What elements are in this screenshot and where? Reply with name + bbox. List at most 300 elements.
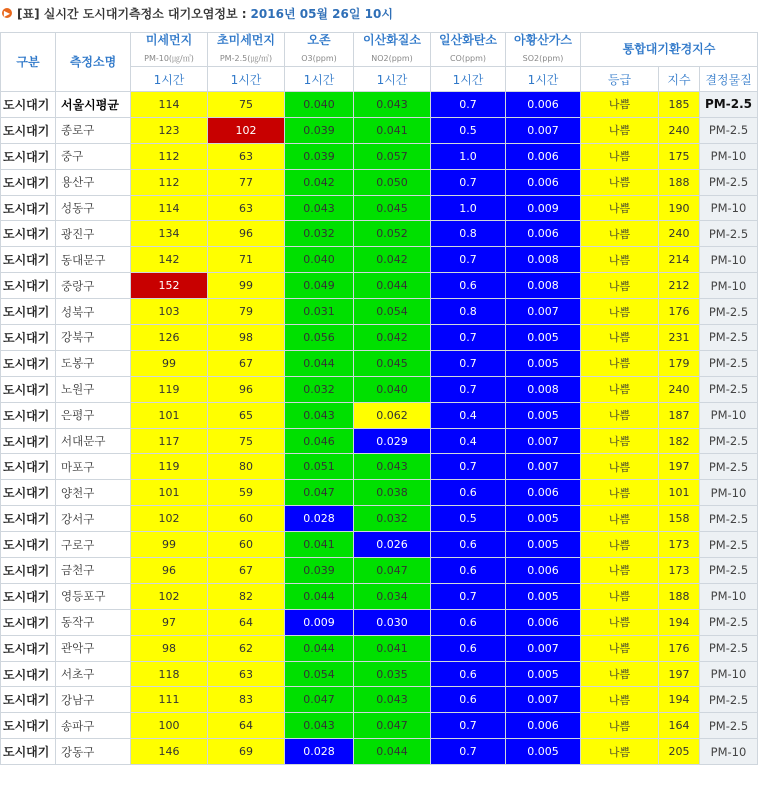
cell-index: 194 [659,687,700,713]
cell-o3: 0.009 [285,609,354,635]
cell-type: 도시대기 [1,713,56,739]
cell-pm25: 82 [208,583,285,609]
cell-o3: 0.039 [285,143,354,169]
cell-o3: 0.054 [285,661,354,687]
cell-pm25: 83 [208,687,285,713]
cell-pm25: 77 [208,169,285,195]
cell-co: 0.6 [431,609,506,635]
cell-grade: 나쁨 [581,195,659,221]
cell-determinant: PM-2.5 [700,376,758,402]
cell-co: 0.6 [431,480,506,506]
cell-determinant: PM-2.5 [700,117,758,143]
cell-no2: 0.026 [354,532,431,558]
cell-index: 188 [659,169,700,195]
cell-station: 구로구 [56,532,131,558]
table-row [1,713,758,739]
cell-determinant: PM-2.5 [700,609,758,635]
cell-pm25: 63 [208,661,285,687]
cell-no2: 0.047 [354,713,431,739]
cell-index: 158 [659,506,700,532]
cell-no2: 0.030 [354,609,431,635]
cell-station: 강서구 [56,506,131,532]
cell-pm25: 60 [208,532,285,558]
cell-co: 0.6 [431,273,506,299]
cell-station: 노원구 [56,376,131,402]
cell-co: 0.4 [431,402,506,428]
cell-o3: 0.039 [285,558,354,584]
cell-determinant: PM-10 [700,143,758,169]
title-prefix: [표] 실시간 도시대기측정소 대기오염정보 : [17,6,247,21]
header-period: 1시간 [506,67,581,92]
cell-grade: 나쁨 [581,532,659,558]
table-row [1,532,758,558]
cell-pm10: 114 [131,92,208,118]
table-row [1,506,758,532]
header-determinant: 결정물질 [700,67,758,92]
cell-type: 도시대기 [1,221,56,247]
cell-so2: 0.007 [506,635,581,661]
cell-grade: 나쁨 [581,713,659,739]
cell-type: 도시대기 [1,143,56,169]
cell-pm25: 60 [208,506,285,532]
cell-pm25: 62 [208,635,285,661]
table-row [1,739,758,765]
cell-so2: 0.008 [506,376,581,402]
cell-pm10: 99 [131,532,208,558]
cell-type: 도시대기 [1,661,56,687]
cell-type: 도시대기 [1,506,56,532]
cell-o3: 0.032 [285,376,354,402]
cell-index: 164 [659,713,700,739]
header-type: 구분 [1,33,56,92]
cell-co: 0.7 [431,92,506,118]
cell-co: 0.7 [431,169,506,195]
header-no2: 이산화질소 NO2(ppm) [354,33,431,67]
cell-station: 강남구 [56,687,131,713]
air-quality-table [0,32,758,765]
cell-station: 강북구 [56,325,131,351]
cell-grade: 나쁨 [581,480,659,506]
cell-pm10: 152 [131,273,208,299]
cell-station: 양천구 [56,480,131,506]
cell-station: 서초구 [56,661,131,687]
cell-type: 도시대기 [1,428,56,454]
table-row [1,635,758,661]
cell-no2: 0.038 [354,480,431,506]
cell-no2: 0.041 [354,117,431,143]
table-row [1,350,758,376]
cell-grade: 나쁨 [581,325,659,351]
cell-pm10: 98 [131,635,208,661]
cell-pm25: 63 [208,143,285,169]
cell-co: 0.8 [431,221,506,247]
cell-so2: 0.007 [506,454,581,480]
cell-pm10: 102 [131,506,208,532]
cell-pm10: 123 [131,117,208,143]
cell-o3: 0.041 [285,532,354,558]
header-period: 1시간 [285,67,354,92]
cell-determinant: PM-2.5 [700,325,758,351]
cell-co: 1.0 [431,195,506,221]
cell-no2: 0.040 [354,376,431,402]
cell-station: 송파구 [56,713,131,739]
cell-pm25: 59 [208,480,285,506]
cell-pm10: 111 [131,687,208,713]
cell-o3: 0.049 [285,273,354,299]
cell-index: 240 [659,376,700,402]
cell-type: 도시대기 [1,169,56,195]
cell-station: 종로구 [56,117,131,143]
cell-o3: 0.040 [285,92,354,118]
cell-determinant: PM-2.5 [700,350,758,376]
cell-no2: 0.042 [354,247,431,273]
cell-co: 0.7 [431,350,506,376]
cell-co: 1.0 [431,143,506,169]
cell-determinant: PM-2.5 [700,558,758,584]
cell-no2: 0.029 [354,428,431,454]
cell-no2: 0.042 [354,325,431,351]
table-row [1,325,758,351]
cell-index: 205 [659,739,700,765]
cell-grade: 나쁨 [581,687,659,713]
cell-station: 광진구 [56,221,131,247]
cell-determinant: PM-2.5 [700,169,758,195]
cell-station: 서대문구 [56,428,131,454]
cell-pm10: 117 [131,428,208,454]
cell-co: 0.5 [431,506,506,532]
cell-no2: 0.041 [354,635,431,661]
cell-no2: 0.035 [354,661,431,687]
header-grade: 등급 [581,67,659,92]
cell-type: 도시대기 [1,92,56,118]
cell-index: 179 [659,350,700,376]
cell-station: 도봉구 [56,350,131,376]
header-index: 지수 [659,67,700,92]
cell-station: 관악구 [56,635,131,661]
cell-so2: 0.008 [506,273,581,299]
cell-o3: 0.043 [285,402,354,428]
cell-determinant: PM-10 [700,739,758,765]
table-row [1,299,758,325]
cell-grade: 나쁨 [581,273,659,299]
table-row [1,117,758,143]
cell-pm10: 146 [131,739,208,765]
cell-pm10: 119 [131,454,208,480]
cell-determinant: PM-10 [700,247,758,273]
cell-co: 0.4 [431,428,506,454]
cell-co: 0.6 [431,558,506,584]
cell-o3: 0.044 [285,350,354,376]
cell-o3: 0.040 [285,247,354,273]
cell-pm10: 97 [131,609,208,635]
cell-pm25: 96 [208,376,285,402]
cell-o3: 0.031 [285,299,354,325]
cell-no2: 0.062 [354,402,431,428]
header-so2: 아황산가스 SO2(ppm) [506,33,581,67]
cell-index: 240 [659,221,700,247]
cell-no2: 0.034 [354,583,431,609]
cell-station: 금천구 [56,558,131,584]
cell-so2: 0.006 [506,558,581,584]
cell-so2: 0.005 [506,739,581,765]
cell-pm10: 142 [131,247,208,273]
cell-determinant: PM-2.5 [700,92,758,118]
cell-pm10: 126 [131,325,208,351]
cell-type: 도시대기 [1,299,56,325]
cell-type: 도시대기 [1,635,56,661]
table-row [1,583,758,609]
cell-o3: 0.028 [285,506,354,532]
cell-o3: 0.044 [285,635,354,661]
cell-so2: 0.007 [506,687,581,713]
cell-pm25: 64 [208,609,285,635]
cell-determinant: PM-2.5 [700,687,758,713]
cell-no2: 0.045 [354,195,431,221]
cell-type: 도시대기 [1,195,56,221]
cell-station: 중랑구 [56,273,131,299]
cell-index: 173 [659,532,700,558]
table-row [1,195,758,221]
table-row [1,687,758,713]
cell-no2: 0.044 [354,273,431,299]
cell-index: 214 [659,247,700,273]
cell-so2: 0.006 [506,221,581,247]
cell-determinant: PM-2.5 [700,221,758,247]
cell-station: 은평구 [56,402,131,428]
cell-co: 0.7 [431,247,506,273]
cell-grade: 나쁨 [581,635,659,661]
cell-pm10: 100 [131,713,208,739]
table-row [1,221,758,247]
cell-pm25: 102 [208,117,285,143]
cell-o3: 0.039 [285,117,354,143]
cell-pm10: 112 [131,169,208,195]
header-pm10: 미세먼지 PM-10(㎍/㎥) [131,33,208,67]
cell-pm25: 71 [208,247,285,273]
cell-index: 194 [659,609,700,635]
table-row [1,143,758,169]
cell-pm10: 112 [131,143,208,169]
cell-type: 도시대기 [1,454,56,480]
cell-type: 도시대기 [1,609,56,635]
cell-determinant: PM-2.5 [700,428,758,454]
cell-o3: 0.047 [285,480,354,506]
cell-o3: 0.051 [285,454,354,480]
table-row [1,247,758,273]
cell-grade: 나쁨 [581,143,659,169]
cell-pm25: 79 [208,299,285,325]
header-o3: 오존 O3(ppm) [285,33,354,67]
cell-co: 0.7 [431,583,506,609]
cell-o3: 0.032 [285,221,354,247]
cell-determinant: PM-10 [700,402,758,428]
cell-pm25: 75 [208,92,285,118]
cell-pm10: 101 [131,402,208,428]
cell-pm25: 75 [208,428,285,454]
cell-o3: 0.044 [285,583,354,609]
table-row [1,92,758,118]
cell-grade: 나쁨 [581,350,659,376]
cell-pm25: 67 [208,558,285,584]
cell-so2: 0.007 [506,299,581,325]
cell-co: 0.8 [431,299,506,325]
table-row [1,273,758,299]
cell-determinant: PM-10 [700,480,758,506]
cell-grade: 나쁨 [581,454,659,480]
cell-index: 190 [659,195,700,221]
table-row [1,558,758,584]
cell-pm10: 101 [131,480,208,506]
cell-grade: 나쁨 [581,583,659,609]
cell-so2: 0.005 [506,325,581,351]
cell-pm10: 119 [131,376,208,402]
cell-co: 0.6 [431,661,506,687]
cell-so2: 0.005 [506,350,581,376]
cell-station: 영등포구 [56,583,131,609]
cell-o3: 0.028 [285,739,354,765]
cell-index: 212 [659,273,700,299]
cell-determinant: PM-2.5 [700,299,758,325]
cell-type: 도시대기 [1,117,56,143]
cell-type: 도시대기 [1,558,56,584]
header-period: 1시간 [354,67,431,92]
cell-so2: 0.006 [506,169,581,195]
page-title [0,0,758,26]
cell-so2: 0.006 [506,609,581,635]
cell-co: 0.6 [431,687,506,713]
cell-type: 도시대기 [1,739,56,765]
cell-o3: 0.047 [285,687,354,713]
cell-index: 182 [659,428,700,454]
cell-grade: 나쁨 [581,299,659,325]
cell-index: 176 [659,299,700,325]
cell-co: 0.7 [431,325,506,351]
cell-determinant: PM-10 [700,583,758,609]
table-row [1,609,758,635]
cell-index: 231 [659,325,700,351]
cell-type: 도시대기 [1,687,56,713]
cell-type: 도시대기 [1,325,56,351]
cell-determinant: PM-2.5 [700,635,758,661]
cell-o3: 0.043 [285,195,354,221]
cell-station: 강동구 [56,739,131,765]
cell-no2: 0.054 [354,299,431,325]
cell-so2: 0.008 [506,247,581,273]
cell-no2: 0.043 [354,454,431,480]
cell-grade: 나쁨 [581,117,659,143]
cell-pm10: 134 [131,221,208,247]
cell-grade: 나쁨 [581,247,659,273]
cell-type: 도시대기 [1,376,56,402]
cell-station: 성북구 [56,299,131,325]
table-row [1,169,758,195]
cell-pm25: 80 [208,454,285,480]
cell-station: 동대문구 [56,247,131,273]
cell-co: 0.6 [431,635,506,661]
cell-no2: 0.052 [354,221,431,247]
table-row [1,454,758,480]
cell-grade: 나쁨 [581,558,659,584]
cell-determinant: PM-10 [700,661,758,687]
cell-determinant: PM-2.5 [700,713,758,739]
cell-no2: 0.032 [354,506,431,532]
cell-so2: 0.005 [506,402,581,428]
cell-type: 도시대기 [1,273,56,299]
cell-no2: 0.050 [354,169,431,195]
cell-no2: 0.043 [354,92,431,118]
table-body [1,92,758,765]
cell-no2: 0.045 [354,350,431,376]
cell-pm25: 64 [208,713,285,739]
cell-no2: 0.044 [354,739,431,765]
table-row [1,428,758,454]
cell-no2: 0.047 [354,558,431,584]
header-co: 일산화탄소 CO(ppm) [431,33,506,67]
cell-pm10: 96 [131,558,208,584]
table-row [1,402,758,428]
cell-pm25: 65 [208,402,285,428]
cell-so2: 0.006 [506,143,581,169]
cell-type: 도시대기 [1,480,56,506]
cell-determinant: PM-10 [700,273,758,299]
cell-pm10: 102 [131,583,208,609]
cell-determinant: PM-2.5 [700,532,758,558]
cell-index: 187 [659,402,700,428]
header-period: 1시간 [208,67,285,92]
cell-grade: 나쁨 [581,609,659,635]
table-row [1,376,758,402]
cell-index: 176 [659,635,700,661]
cell-co: 0.7 [431,454,506,480]
cell-station: 동작구 [56,609,131,635]
cell-station: 성동구 [56,195,131,221]
cell-type: 도시대기 [1,350,56,376]
cell-station: 중구 [56,143,131,169]
cell-grade: 나쁨 [581,402,659,428]
header-pm25: 초미세먼지 PM-2.5(㎍/㎥) [208,33,285,67]
cell-index: 197 [659,661,700,687]
cell-so2: 0.006 [506,480,581,506]
cell-index: 185 [659,92,700,118]
cell-so2: 0.007 [506,117,581,143]
arrow-right-icon: ▶ [3,8,11,18]
cell-station: 마포구 [56,454,131,480]
table-row [1,480,758,506]
cell-so2: 0.007 [506,428,581,454]
cell-pm25: 96 [208,221,285,247]
cell-grade: 나쁨 [581,376,659,402]
header-cai: 통합대기환경지수 [581,33,758,67]
cell-so2: 0.005 [506,583,581,609]
cell-type: 도시대기 [1,402,56,428]
cell-index: 101 [659,480,700,506]
cell-so2: 0.009 [506,195,581,221]
cell-station: 용산구 [56,169,131,195]
cell-no2: 0.043 [354,687,431,713]
cell-pm10: 114 [131,195,208,221]
cell-co: 0.7 [431,376,506,402]
cell-pm25: 69 [208,739,285,765]
cell-pm10: 118 [131,661,208,687]
cell-grade: 나쁨 [581,661,659,687]
cell-determinant: PM-2.5 [700,454,758,480]
cell-o3: 0.042 [285,169,354,195]
cell-pm25: 63 [208,195,285,221]
cell-pm10: 99 [131,350,208,376]
cell-so2: 0.005 [506,661,581,687]
cell-pm25: 99 [208,273,285,299]
cell-pm25: 98 [208,325,285,351]
